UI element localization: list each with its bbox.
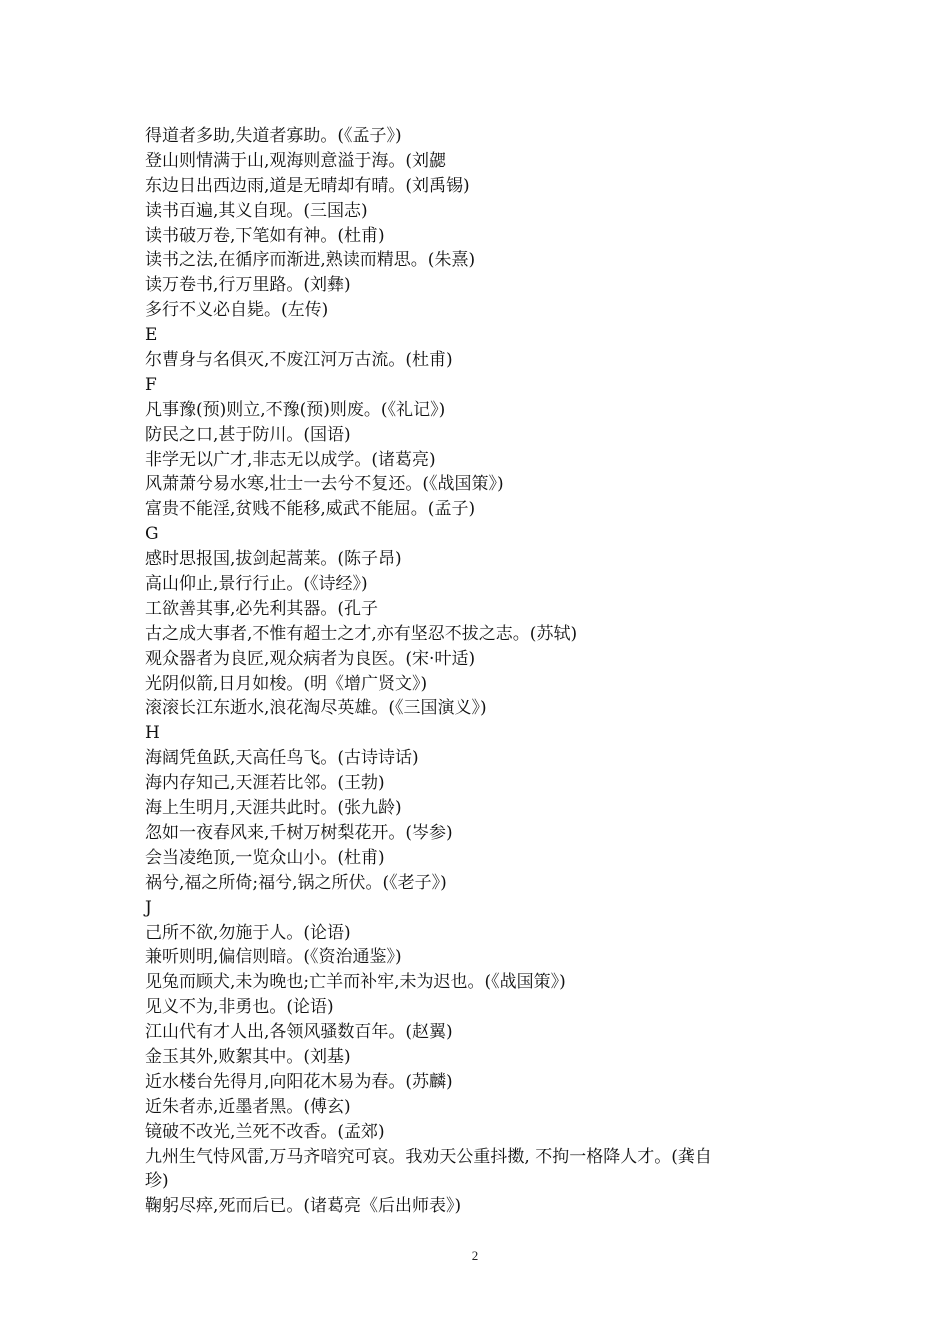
text-line: 风萧萧兮易水寒,壮士一去兮不复还。(《战国策》) <box>145 474 504 495</box>
text-line: 海上生明月,天涯共此时。(张九龄) <box>145 798 402 819</box>
text-line: 防民之口,甚于防川。(国语) <box>145 424 351 445</box>
text-line: 凡事豫(预)则立,不豫(预)则废。(《礼记》) <box>145 399 446 420</box>
text-line: 近朱者赤,近墨者黑。(傅玄) <box>145 1096 351 1117</box>
text-line: 兼听则明,偏信则暗。(《资治通鉴》) <box>145 947 402 968</box>
text-line: 古之成大事者,不惟有超士之才,亦有坚忍不拔之志。(苏轼) <box>145 623 578 644</box>
text-line: 忽如一夜春风来,千树万树梨花开。(岑参) <box>145 822 453 843</box>
text-line: 己所不欲,勿施于人。(论语) <box>145 922 351 943</box>
text-line: 高山仰止,景行行止。(《诗经》) <box>145 574 368 595</box>
text-line: 九州生气恃风雷,万马齐喑究可哀。我劝天公重抖擞, 不拘一格降人才。(龚自 <box>145 1146 712 1167</box>
section-letter: F <box>145 374 157 395</box>
text-line: 海阔凭鱼跃,天高任鸟飞。(古诗诗话) <box>145 748 419 769</box>
text-line: 工欲善其事,必先利其器。(孔子 <box>145 598 379 619</box>
text-line: 富贵不能淫,贫贱不能移,威武不能屈。(孟子) <box>145 499 476 520</box>
page-number: 2 <box>471 1248 479 1263</box>
text-line: 祸兮,福之所倚;福兮,锅之所伏。(《老子》) <box>145 872 447 893</box>
text-line: 得道者多助,失道者寡助。(《孟子》) <box>145 126 402 146</box>
text-line: 非学无以广才,非志无以成学。(诸葛亮) <box>145 449 436 470</box>
text-line: 多行不义必自毙。(左传) <box>145 300 329 321</box>
text-line: 读书之法,在循序而渐进,熟读而精思。(朱熹) <box>145 250 476 271</box>
text-line: 滚滚长江东逝水,浪花淘尽英雄。(《三国演义》) <box>145 698 487 719</box>
text-line: 东边日出西边雨,道是无晴却有晴。(刘禹锡) <box>145 175 470 196</box>
text-line: 镜破不改光,兰死不改香。(孟郊) <box>145 1121 385 1142</box>
section-letter: E <box>145 325 158 346</box>
text-line: 登山则情满于山,观海则意溢于海。(刘勰 <box>145 150 447 171</box>
text-line: 读万卷书,行万里路。(刘彝) <box>145 275 351 296</box>
section-letter: H <box>145 723 160 744</box>
text-line: 感时思报国,拔剑起蒿莱。(陈子昂) <box>145 549 402 570</box>
document-body <box>145 124 825 1219</box>
text-line: 见兔而顾犬,未为晚也;亡羊而补牢,未为迟也。(《战国策》) <box>145 972 566 993</box>
text-line: 读书百遍,其义自现。(三国志) <box>145 200 368 221</box>
section-letter: J <box>145 897 152 918</box>
text-line: 光阴似箭,日月如梭。(明《增广贤文》) <box>145 673 428 694</box>
text-line: 金玉其外,败絮其中。(刘基) <box>145 1046 351 1067</box>
text-line: 观众器者为良匠,观众病者为良医。(宋·叶适) <box>145 648 476 669</box>
text-line: 见义不为,非勇也。(论语) <box>145 997 334 1018</box>
text-line: 江山代有才人出,各领风骚数百年。(赵翼) <box>145 1022 453 1043</box>
text-line: 会当凌绝顶,一览众山小。(杜甫) <box>145 847 385 868</box>
text-line: 海内存知己,天涯若比邻。(王勃) <box>145 773 385 794</box>
text-line: 近水楼台先得月,向阳花木易为春。(苏麟) <box>145 1071 453 1092</box>
section-letter: G <box>145 524 159 545</box>
text-line: 读书破万卷,下笔如有神。(杜甫) <box>145 225 385 246</box>
text-line: 鞠躬尽瘁,死而后已。(诸葛亮《后出师表》) <box>145 1196 462 1217</box>
text-line: 珍) <box>145 1171 169 1192</box>
text-line: 尔曹身与名俱灭,不废江河万古流。(杜甫) <box>145 350 453 371</box>
